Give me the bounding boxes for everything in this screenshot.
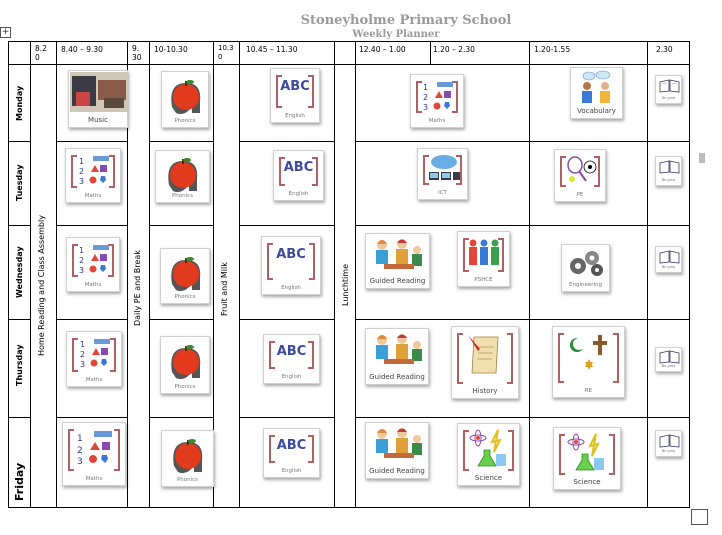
guided-reading-caption: Guided Reading [369,373,425,381]
grid-line [529,41,530,508]
bracket-left [457,333,463,384]
grid-line [149,417,213,418]
phonics-card[interactable] [160,336,210,394]
music-card[interactable] [68,70,128,128]
pshce-caption: PSHCE [474,277,493,283]
vocabulary-card[interactable] [570,67,623,119]
story-caption: Be grea [661,364,676,368]
svg-text:2: 2 [423,93,429,102]
story-caption: Be grea [661,449,676,453]
science-caption: Science [573,478,601,486]
grid-line [149,319,213,320]
grid-line [8,41,9,508]
svg-text:2: 2 [79,167,85,176]
timetable-grid [8,41,690,508]
grid-line [56,225,127,226]
phonics-card[interactable] [161,430,214,487]
grid-line [689,41,690,508]
english-card[interactable] [273,150,324,201]
pe-sports-icon [564,155,598,185]
maths-shapes-icon [77,154,111,186]
table-move-handle-icon[interactable]: + [1,27,10,37]
grid-line [239,417,334,418]
phonics-caption: Phonics [171,193,194,199]
grid-line [30,41,31,508]
music-photo-icon [70,72,128,112]
svg-text:3: 3 [80,360,86,369]
science-caption: Science [474,474,503,482]
col-header: 10.3 0 [218,44,234,61]
svg-text:1: 1 [77,434,83,444]
phonics-card[interactable] [160,248,210,304]
pshce-people-icon [467,237,501,269]
col-header: 12.40 – 1.00 [359,45,406,54]
science-flask-icon [468,428,512,468]
day-label-tuesday: Tuesday [15,164,24,201]
abc-icon: ABC [283,159,314,175]
svg-text:3: 3 [79,266,85,275]
break-label: Daily PE and Break [133,250,142,326]
pshce-card[interactable] [457,231,510,287]
engineering-card[interactable] [561,244,610,292]
school-title: Stoneyholme Primary School [300,13,512,28]
english-caption: English [285,113,305,119]
phonics-caption: Phonics [174,384,196,390]
lunch-label: Lunchtime [341,264,350,306]
story-card[interactable] [655,430,682,457]
bracket-left [559,434,565,475]
story-card[interactable] [655,156,682,186]
abc-icon: ABC [280,78,310,94]
col-header: 9. 30 [132,44,142,62]
grid-line [8,64,690,65]
guided-reading-children-icon [370,425,426,463]
bracket-right [507,333,513,384]
svg-text:3: 3 [423,103,429,112]
maths-caption: Maths [84,193,102,199]
ict-caption: ICT [438,190,447,196]
grid-line [149,41,150,508]
abc-icon: ABC [276,437,307,453]
phonics-apple-icon [166,340,206,382]
phonics-apple-icon [166,252,206,294]
svg-text:2: 2 [79,256,85,265]
grid-line [647,41,648,508]
re-card[interactable] [552,326,625,398]
english-caption: English [281,285,301,291]
grid-line [56,319,127,320]
grid-line [239,319,334,320]
english-caption: English [288,191,309,197]
svg-text:2: 2 [77,446,83,456]
phonics-card[interactable] [161,71,209,128]
pe-caption: PE [576,192,584,198]
guided-reading-card[interactable] [365,233,430,289]
col-header: 1.20-1.55 [534,45,571,54]
pe-card[interactable] [554,149,606,202]
bracket-left [558,333,564,383]
english-card[interactable] [270,68,320,123]
svg-text:1: 1 [80,340,86,349]
grid-line [149,141,213,142]
phonics-caption: Phonics [176,477,199,483]
guided-reading-card[interactable] [365,422,429,479]
svg-text:1: 1 [423,83,429,92]
grid-line [239,141,334,142]
scroll-handle[interactable] [699,153,705,163]
svg-text:2: 2 [80,350,86,359]
maths-caption: Maths [428,118,446,124]
grid-line [56,141,127,142]
vocabulary-people-icon [575,70,619,104]
maths-shapes-icon [77,243,111,275]
svg-text:3: 3 [79,177,85,186]
english-caption: English [281,468,302,474]
planner-subtitle: Weekly Planner [352,29,440,40]
col-header: 10.45 – 11.30 [246,45,298,54]
history-caption: History [472,387,498,395]
bracket-left [68,429,74,471]
ict-card[interactable] [417,148,468,200]
english-caption: English [281,374,302,380]
story-card[interactable] [655,347,682,372]
grid-line [355,225,690,226]
guided-reading-card[interactable] [365,328,429,385]
phonics-caption: Phonics [174,294,196,300]
col-header: 8.40 – 9.30 [61,45,103,54]
story-caption: Be grea [661,265,676,269]
grid-line [355,41,356,508]
history-scroll-icon [466,333,506,377]
day-label-monday: Monday [15,85,24,121]
grid-line [334,41,335,508]
guided-reading-children-icon [370,236,426,274]
grid-line [8,141,30,142]
story-card[interactable] [655,75,682,104]
phonics-card[interactable] [155,150,210,203]
grid-line [149,225,213,226]
ict-computers-icon [426,154,462,184]
maths-card[interactable] [66,331,122,387]
re-symbols-icon [567,333,611,379]
abc-icon: ABC [276,343,307,359]
english-card[interactable] [263,334,320,384]
engineering-caption: Engineering [569,282,602,288]
maths-caption: Maths [85,377,103,383]
phonics-apple-icon [163,153,203,193]
book-icon [659,434,680,448]
assembly-label: Home Reading and Class Assembly [37,215,46,356]
maths-shapes-icon [75,429,115,467]
grid-line [56,417,127,418]
maths-card[interactable] [66,237,120,292]
book-icon [659,350,680,364]
book-icon [659,250,680,264]
english-card[interactable] [261,236,321,295]
phonics-caption: Phonics [174,118,196,124]
grid-line [8,507,690,508]
phonics-apple-icon [166,75,206,117]
grid-line [430,41,431,64]
day-label-wednesday: Wednesday [15,246,24,298]
story-card[interactable] [655,246,682,273]
svg-text:1: 1 [79,157,85,166]
fruit-label: Fruit and Milk [220,262,229,316]
story-caption: Be grea [661,96,676,100]
table-resize-handle[interactable] [691,509,708,525]
book-icon [659,79,680,93]
svg-text:1: 1 [79,246,85,255]
guided-reading-children-icon [370,331,426,369]
english-card[interactable] [263,428,320,478]
science-card[interactable] [457,423,520,486]
day-label-thursday: Thursday [15,344,24,386]
engineering-gears-icon [566,248,606,278]
grid-line [239,41,240,508]
col-header: 1.20 – 2.30 [433,45,475,54]
grid-line [355,319,690,320]
day-label-friday: Friday [13,462,26,501]
phonics-apple-icon [168,434,208,476]
science-card[interactable] [553,427,621,490]
re-caption: RE [584,388,593,394]
grid-line [355,417,690,418]
guided-reading-caption: Guided Reading [369,277,426,285]
grid-line [8,225,30,226]
maths-shapes-icon [78,337,112,369]
col-header: 8.2 0 [35,44,47,62]
abc-icon: ABC [276,247,306,263]
grid-line [239,225,334,226]
col-header: 2.30 [656,45,673,54]
grid-line [355,141,690,142]
grid-line [8,319,30,320]
guided-reading-caption: Guided Reading [369,467,425,475]
svg-text:3: 3 [77,457,83,467]
grid-line [56,41,57,508]
grid-line [8,41,690,42]
col-header: 10-10.30 [154,45,188,54]
maths-caption: Maths [84,282,102,288]
history-card[interactable] [451,326,519,399]
science-flask-icon [566,432,610,472]
maths-caption: Maths [85,476,103,482]
vocabulary-caption: Vocabulary [577,107,616,115]
story-caption: Be grea [661,178,676,182]
maths-card[interactable] [65,148,121,203]
bracket-right [613,333,619,383]
grid-line [8,417,30,418]
maths-card[interactable] [410,74,464,128]
book-icon [659,160,680,174]
music-caption: Music [88,116,108,124]
maths-card[interactable] [62,422,126,486]
maths-shapes-icon [421,80,455,112]
